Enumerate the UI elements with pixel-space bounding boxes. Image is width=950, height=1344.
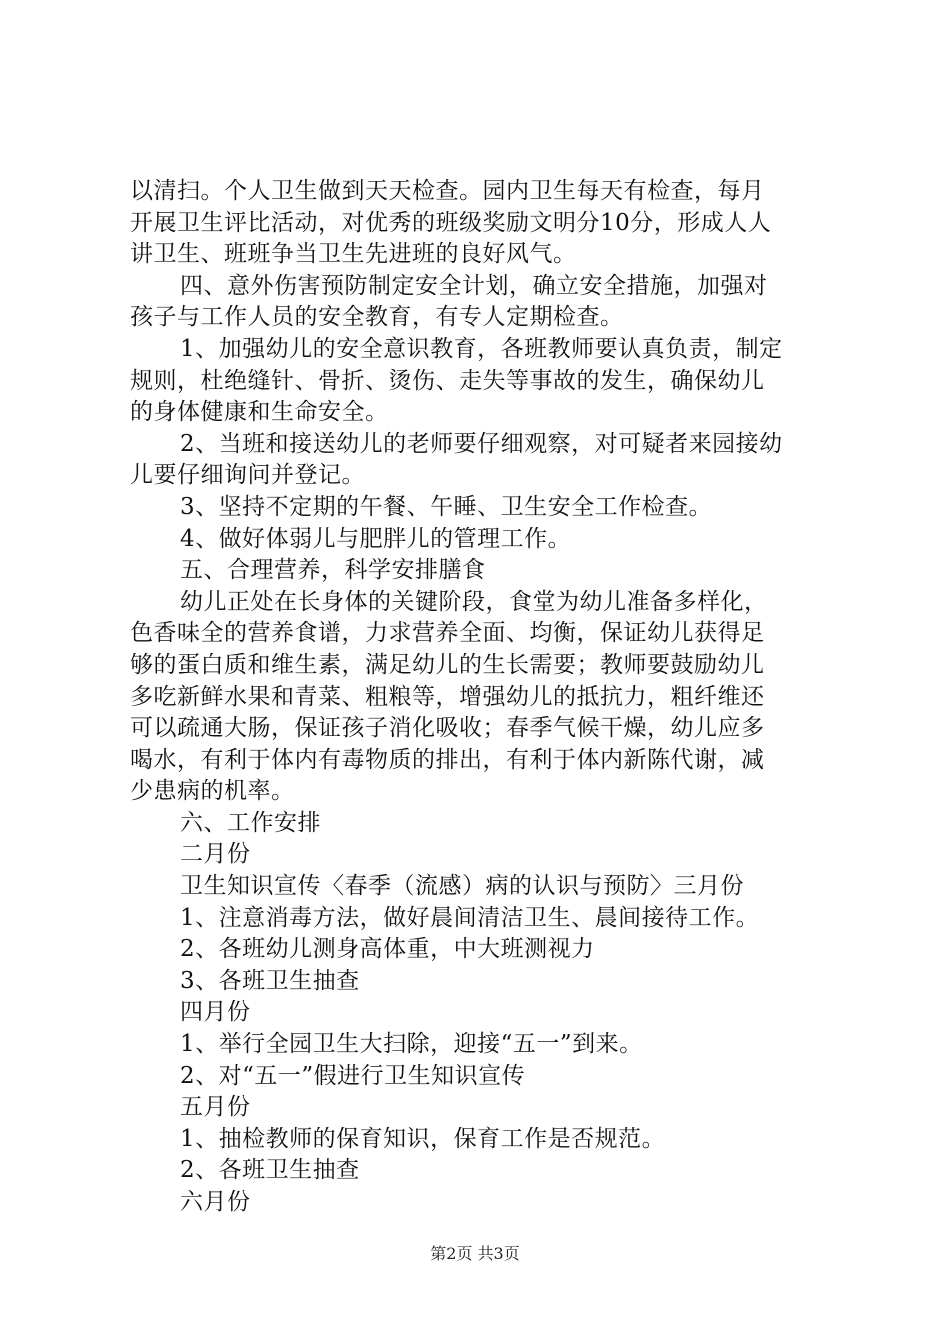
text-line: 二月份	[180, 841, 251, 868]
text-line: 3、各班卫生抽查	[180, 967, 360, 994]
text-line: 六月份	[180, 1189, 251, 1215]
text-line: 少患病的机率。	[130, 778, 295, 805]
text-line: 色香味全的营养食谱，力求营养全面、均衡，保证幼儿获得足	[130, 620, 765, 647]
text-line: 2、各班卫生抽查	[180, 1157, 360, 1184]
text-line: 可以疏通大肠，保证孩子消化吸收；春季气候干燥，幼儿应多	[130, 715, 765, 742]
text-line: 卫生知识宣传〈春季（流感）病的认识与预防〉三月份	[180, 873, 744, 900]
page-footer: 第2页 共3页	[430, 1244, 520, 1263]
text-line: 4、做好体弱儿与肥胖儿的管理工作。	[180, 525, 572, 552]
text-line: 2、对“五一”假进行卫生知识宣传	[180, 1062, 526, 1089]
text-line: 多吃新鲜水果和青菜、粗粮等，增强幼儿的抵抗力，粗纤维还	[130, 683, 765, 710]
text-line: 六、工作安排	[180, 809, 321, 836]
text-line: 开展卫生评比活动，对优秀的班级奖励文明分10分，形成人人	[130, 209, 772, 236]
text-line: 孩子与工作人员的安全教育，有专人定期检查。	[130, 304, 624, 331]
text-line: 1、注意消毒方法，做好晨间清洁卫生、晨间接待工作。	[180, 904, 760, 931]
text-line: 1、举行全园卫生大扫除，迎接“五一”到来。	[180, 1031, 643, 1058]
text-line: 五月份	[180, 1094, 251, 1121]
text-line: 四月份	[180, 999, 251, 1026]
text-line: 以清扫。个人卫生做到天天检查。园内卫生每天有检查，每月	[130, 178, 765, 204]
text-line: 四、意外伤害预防制定安全计划，确立安全措施，加强对	[180, 272, 768, 299]
text-line: 五、合理营养，科学安排膳食	[180, 557, 486, 584]
text-line: 规则，杜绝缝针、骨折、烫伤、走失等事故的发生，确保幼儿	[130, 367, 765, 394]
text-line: 儿要仔细询问并登记。	[130, 462, 365, 489]
text-line: 讲卫生、班班争当卫生先进班的良好风气。	[130, 241, 577, 268]
text-line: 的身体健康和生命安全。	[130, 399, 389, 426]
text-line: 2、各班幼儿测身高体重，中大班测视力	[180, 936, 595, 963]
document-body	[130, 176, 830, 1219]
text-line: 够的蛋白质和维生素，满足幼儿的生长需要；教师要鼓励幼儿	[130, 651, 765, 678]
text-line: 1、抽检教师的保育知识，保育工作是否规范。	[180, 1125, 666, 1152]
text-line: 喝水，有利于体内有毒物质的排出，有利于体内新陈代谢，减	[130, 746, 765, 773]
text-line: 3、坚持不定期的午餐、午睡、卫生安全工作检查。	[180, 493, 713, 520]
text-line: 2、当班和接送幼儿的老师要仔细观察，对可疑者来园接幼	[180, 430, 783, 457]
text-line: 1、加强幼儿的安全意识教育，各班教师要认真负责，制定	[180, 335, 783, 362]
text-line: 幼儿正处在长身体的关键阶段，食堂为幼儿准备多样化，	[180, 588, 768, 615]
